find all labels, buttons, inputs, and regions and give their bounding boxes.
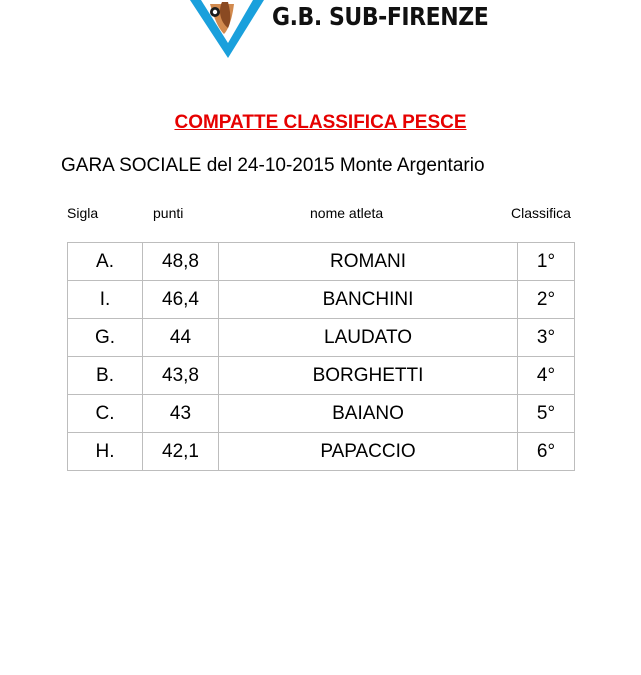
cell-punti: 46,4 [143,281,219,319]
cell-classifica: 5° [518,395,575,433]
cell-classifica: 6° [518,433,575,471]
header-punti: punti [153,205,184,221]
cell-nome: BORGHETTI [219,357,518,395]
cell-nome: BAIANO [219,395,518,433]
cell-sigla: A. [68,243,143,281]
document-title: COMPATTE CLASSIFICA PESCE [174,112,467,133]
cell-classifica: 2° [518,281,575,319]
cell-punti: 48,8 [143,243,219,281]
cell-punti: 43,8 [143,357,219,395]
club-crest-icon [188,0,266,62]
results-table [67,242,575,471]
table-row [68,281,575,319]
cell-nome: BANCHINI [219,281,518,319]
header-classifica: Classifica [511,205,571,221]
cell-sigla: I. [68,281,143,319]
cell-sigla: H. [68,433,143,471]
cell-sigla: C. [68,395,143,433]
table-row [68,243,575,281]
cell-sigla: B. [68,357,143,395]
club-logo [188,0,488,62]
cell-nome: ROMANI [219,243,518,281]
club-name: G.B. SUB-FIRENZE [272,2,489,31]
cell-classifica: 1° [518,243,575,281]
table-row [68,395,575,433]
cell-sigla: G. [68,319,143,357]
cell-punti: 42,1 [143,433,219,471]
header-nome-atleta: nome atleta [310,205,384,221]
header-sigla: Sigla [67,205,99,221]
event-subtitle: GARA SOCIALE del 24-10-2015 Monte Argentario [61,155,485,176]
cell-nome: LAUDATO [219,319,518,357]
table-row [68,433,575,471]
cell-classifica: 3° [518,319,575,357]
cell-nome: PAPACCIO [219,433,518,471]
table-row [68,319,575,357]
table-row [68,357,575,395]
cell-classifica: 4° [518,357,575,395]
cell-punti: 43 [143,395,219,433]
cell-punti: 44 [143,319,219,357]
